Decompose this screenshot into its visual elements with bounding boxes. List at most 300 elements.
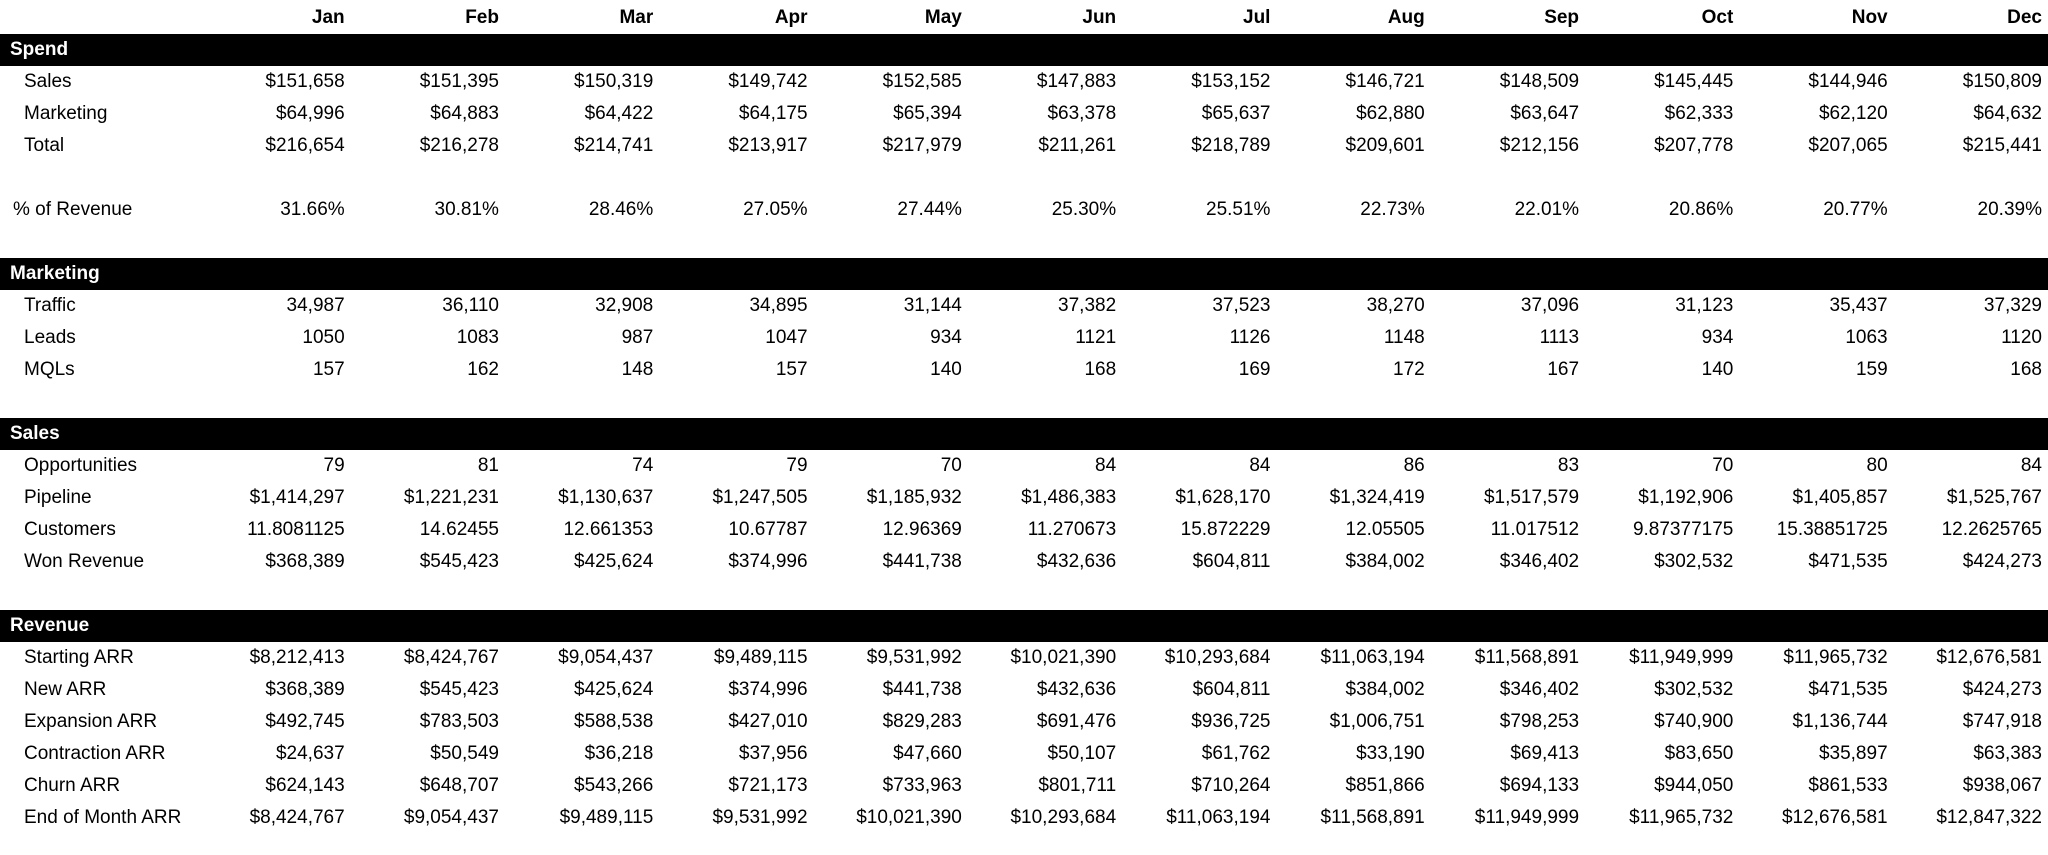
empty-cell[interactable] bbox=[968, 386, 1122, 418]
value-cell[interactable]: 20.77% bbox=[1823, 199, 1888, 220]
section-title[interactable]: Marketing bbox=[0, 258, 2048, 290]
value-cell[interactable]: $10,021,390 bbox=[856, 807, 962, 828]
value-cell[interactable]: $9,489,115 bbox=[713, 647, 808, 668]
row-label-cell[interactable]: Traffic bbox=[24, 295, 76, 316]
data-row-traffic bbox=[0, 290, 2048, 322]
value-cell[interactable]: 169 bbox=[1238, 359, 1271, 380]
empty-cell[interactable] bbox=[1276, 578, 1430, 610]
value-cell[interactable]: $63,378 bbox=[1047, 103, 1117, 124]
empty-cell[interactable] bbox=[0, 162, 196, 194]
empty-cell[interactable] bbox=[1894, 578, 2048, 610]
empty-cell[interactable] bbox=[814, 386, 968, 418]
value-cell[interactable]: $64,883 bbox=[430, 103, 499, 124]
empty-cell[interactable] bbox=[1431, 578, 1585, 610]
value-cell[interactable]: 168 bbox=[2010, 359, 2042, 380]
row-label-cell[interactable]: Expansion ARR bbox=[24, 711, 158, 732]
value-cell[interactable]: $24,637 bbox=[275, 743, 345, 764]
value-cell[interactable]: $368,389 bbox=[265, 551, 345, 572]
month-header[interactable]: Oct bbox=[1701, 7, 1734, 28]
row-label-cell[interactable]: Customers bbox=[24, 519, 116, 540]
empty-cell[interactable] bbox=[1431, 162, 1585, 194]
value-cell[interactable]: 20.86% bbox=[1668, 199, 1734, 220]
value-cell[interactable]: 31,123 bbox=[1675, 295, 1734, 316]
value-cell[interactable]: $63,383 bbox=[1973, 743, 2042, 764]
empty-cell[interactable] bbox=[1431, 226, 1585, 258]
value-cell[interactable]: $384,002 bbox=[1345, 551, 1425, 572]
month-header-row bbox=[0, 0, 2048, 34]
value-cell[interactable]: $441,738 bbox=[882, 679, 962, 700]
row-label-cell[interactable]: Opportunities bbox=[24, 455, 138, 476]
value-cell[interactable]: $545,423 bbox=[419, 551, 499, 572]
row-label-cell[interactable]: New ARR bbox=[24, 679, 107, 700]
row-label-cell[interactable]: Churn ARR bbox=[24, 775, 121, 796]
value-cell[interactable]: 11.270673 bbox=[1027, 519, 1117, 540]
value-cell[interactable]: $1,192,906 bbox=[1638, 487, 1734, 508]
value-cell[interactable]: 934 bbox=[1701, 327, 1734, 348]
empty-cell[interactable] bbox=[351, 226, 505, 258]
value-cell[interactable]: $1,486,383 bbox=[1021, 487, 1117, 508]
value-cell[interactable]: 27.05% bbox=[743, 199, 808, 220]
value-cell[interactable]: $64,422 bbox=[584, 103, 654, 124]
value-cell[interactable]: 37,382 bbox=[1058, 295, 1117, 316]
value-cell[interactable]: 1083 bbox=[456, 327, 499, 348]
value-cell[interactable]: $441,738 bbox=[882, 551, 962, 572]
value-cell[interactable]: $545,423 bbox=[419, 679, 499, 700]
value-cell[interactable]: 11.017512 bbox=[1490, 519, 1580, 540]
empty-cell[interactable] bbox=[505, 386, 659, 418]
month-header[interactable]: Dec bbox=[2007, 7, 2042, 28]
value-cell[interactable]: $213,917 bbox=[728, 135, 808, 156]
value-cell[interactable]: $151,658 bbox=[265, 71, 345, 92]
empty-cell[interactable] bbox=[351, 386, 505, 418]
data-row-opportunities bbox=[0, 450, 2048, 482]
value-cell[interactable]: 934 bbox=[930, 327, 962, 348]
value-cell[interactable]: 79 bbox=[323, 455, 345, 476]
value-cell[interactable]: 83 bbox=[1557, 455, 1580, 476]
value-cell[interactable]: 30.81% bbox=[434, 199, 499, 220]
empty-cell[interactable] bbox=[1276, 226, 1430, 258]
value-cell[interactable]: $1,405,857 bbox=[1792, 487, 1888, 508]
value-cell[interactable]: $944,050 bbox=[1654, 775, 1734, 796]
empty-cell[interactable] bbox=[1894, 162, 2048, 194]
value-cell[interactable]: $11,949,999 bbox=[1629, 647, 1734, 668]
empty-cell[interactable] bbox=[1585, 578, 1739, 610]
value-cell[interactable]: $384,002 bbox=[1345, 679, 1425, 700]
value-cell[interactable]: 22.01% bbox=[1514, 199, 1580, 220]
value-cell[interactable]: $9,531,992 bbox=[712, 807, 808, 828]
value-cell[interactable]: 25.30% bbox=[1051, 199, 1117, 220]
value-cell[interactable]: 1113 bbox=[1539, 327, 1580, 348]
value-cell[interactable]: $938,067 bbox=[1962, 775, 2042, 796]
empty-row bbox=[0, 226, 2048, 258]
value-cell[interactable]: $63,647 bbox=[1510, 103, 1580, 124]
value-cell[interactable]: $604,811 bbox=[1192, 679, 1271, 700]
value-cell[interactable]: $346,402 bbox=[1499, 679, 1580, 700]
value-cell[interactable]: 1148 bbox=[1383, 327, 1425, 348]
value-cell[interactable]: $1,221,231 bbox=[403, 487, 499, 508]
value-cell[interactable]: $801,711 bbox=[1038, 775, 1117, 796]
value-cell[interactable]: $691,476 bbox=[1036, 711, 1117, 732]
value-cell[interactable]: $9,054,437 bbox=[558, 647, 654, 668]
month-header[interactable]: Nov bbox=[1851, 7, 1888, 28]
data-row-marketing bbox=[0, 98, 2048, 130]
value-cell[interactable]: $150,809 bbox=[1962, 71, 2042, 92]
month-header[interactable]: May bbox=[924, 7, 962, 28]
value-cell[interactable]: $12,676,581 bbox=[1781, 807, 1888, 828]
value-cell[interactable]: $374,996 bbox=[728, 679, 808, 700]
value-cell[interactable]: $69,413 bbox=[1510, 743, 1580, 764]
value-cell[interactable]: 84 bbox=[2020, 455, 2042, 476]
value-cell[interactable]: $65,394 bbox=[893, 103, 962, 124]
section-title[interactable]: Spend bbox=[0, 34, 2048, 66]
value-cell[interactable]: $936,725 bbox=[1191, 711, 1271, 732]
value-cell[interactable]: $10,293,684 bbox=[1010, 807, 1117, 828]
value-cell[interactable]: $61,762 bbox=[1201, 743, 1271, 764]
value-cell[interactable]: 37,329 bbox=[1983, 295, 2042, 316]
value-cell[interactable]: 15.872229 bbox=[1180, 519, 1271, 540]
empty-cell[interactable] bbox=[1431, 386, 1585, 418]
value-cell[interactable]: $8,424,767 bbox=[403, 647, 499, 668]
empty-cell[interactable] bbox=[1894, 226, 2048, 258]
value-cell[interactable]: $11,063,194 bbox=[1166, 807, 1271, 828]
value-cell[interactable]: 10.67787 bbox=[728, 519, 808, 540]
empty-cell[interactable] bbox=[505, 162, 659, 194]
value-cell[interactable]: 80 bbox=[1866, 455, 1888, 476]
value-cell[interactable]: 987 bbox=[621, 327, 654, 348]
value-cell[interactable]: $11,965,732 bbox=[1783, 647, 1888, 668]
value-cell[interactable]: $36,218 bbox=[584, 743, 654, 764]
value-cell[interactable]: 20.39% bbox=[1977, 199, 2042, 220]
row-label-cell[interactable]: Total bbox=[24, 135, 65, 156]
empty-cell[interactable] bbox=[1276, 386, 1430, 418]
value-cell[interactable]: $152,585 bbox=[882, 71, 962, 92]
month-header[interactable]: Jul bbox=[1243, 7, 1271, 28]
value-cell[interactable]: $740,900 bbox=[1654, 711, 1734, 732]
value-cell[interactable]: $62,880 bbox=[1356, 103, 1425, 124]
value-cell[interactable]: 22.73% bbox=[1360, 199, 1425, 220]
row-label-cell[interactable]: Starting ARR bbox=[24, 647, 134, 668]
value-cell[interactable]: $12,847,322 bbox=[1936, 807, 2042, 828]
value-cell[interactable]: $8,212,413 bbox=[249, 647, 345, 668]
value-cell[interactable]: 27.44% bbox=[897, 199, 962, 220]
empty-cell[interactable] bbox=[1276, 162, 1430, 194]
value-cell[interactable]: 34,895 bbox=[749, 295, 808, 316]
value-cell[interactable]: $424,273 bbox=[1962, 551, 2042, 572]
value-cell[interactable]: 35,437 bbox=[1829, 295, 1888, 316]
value-cell[interactable]: $83,650 bbox=[1664, 743, 1734, 764]
value-cell[interactable]: $427,010 bbox=[728, 711, 808, 732]
value-cell[interactable]: $588,538 bbox=[574, 711, 654, 732]
empty-cell[interactable] bbox=[505, 226, 659, 258]
row-label-cell[interactable]: Leads bbox=[24, 327, 76, 348]
value-cell[interactable]: $1,517,579 bbox=[1483, 487, 1580, 508]
value-cell[interactable]: $471,535 bbox=[1808, 551, 1888, 572]
value-cell[interactable]: $153,152 bbox=[1191, 71, 1271, 92]
value-cell[interactable]: 11.8081125 bbox=[247, 519, 345, 540]
value-cell[interactable]: $1,525,767 bbox=[1946, 487, 2042, 508]
empty-cell[interactable] bbox=[659, 226, 813, 258]
value-cell[interactable]: $9,489,115 bbox=[559, 807, 654, 828]
value-cell[interactable]: 1047 bbox=[765, 327, 808, 348]
data-row-mqls bbox=[0, 354, 2048, 386]
value-cell[interactable]: $207,065 bbox=[1808, 135, 1888, 156]
value-cell[interactable]: 1050 bbox=[302, 327, 345, 348]
value-cell[interactable]: 1063 bbox=[1845, 327, 1888, 348]
value-cell[interactable]: $721,173 bbox=[728, 775, 808, 796]
value-cell[interactable]: $148,509 bbox=[1499, 71, 1580, 92]
value-cell[interactable]: $146,721 bbox=[1345, 71, 1425, 92]
month-header[interactable]: Apr bbox=[774, 7, 808, 28]
empty-cell[interactable] bbox=[1122, 162, 1276, 194]
empty-cell[interactable] bbox=[814, 162, 968, 194]
value-cell[interactable]: 159 bbox=[1855, 359, 1888, 380]
value-cell[interactable]: $151,395 bbox=[419, 71, 499, 92]
value-cell[interactable]: 12.661353 bbox=[563, 519, 654, 540]
empty-cell[interactable] bbox=[1739, 226, 1893, 258]
value-cell[interactable]: 81 bbox=[477, 455, 499, 476]
value-cell[interactable]: 34,987 bbox=[286, 295, 345, 316]
value-cell[interactable]: 140 bbox=[930, 359, 962, 380]
value-cell[interactable]: $149,742 bbox=[728, 71, 808, 92]
value-cell[interactable]: 162 bbox=[467, 359, 499, 380]
empty-cell[interactable] bbox=[1739, 386, 1893, 418]
value-cell[interactable]: $10,021,390 bbox=[1010, 647, 1117, 668]
value-cell[interactable]: $209,601 bbox=[1345, 135, 1425, 156]
value-cell[interactable]: $346,402 bbox=[1499, 551, 1580, 572]
month-header[interactable]: Aug bbox=[1387, 7, 1425, 28]
value-cell[interactable]: $214,741 bbox=[574, 135, 654, 156]
value-cell[interactable]: $50,107 bbox=[1047, 743, 1117, 764]
value-cell[interactable]: $64,632 bbox=[1973, 103, 2042, 124]
value-cell[interactable]: 1126 bbox=[1229, 327, 1271, 348]
value-cell[interactable]: 38,270 bbox=[1366, 295, 1425, 316]
value-cell[interactable]: $492,745 bbox=[265, 711, 345, 732]
value-cell[interactable]: 9.87377175 bbox=[1632, 519, 1734, 540]
month-header[interactable]: Jan bbox=[311, 7, 345, 28]
value-cell[interactable]: $35,897 bbox=[1818, 743, 1888, 764]
value-cell[interactable]: $8,424,767 bbox=[249, 807, 345, 828]
value-cell[interactable]: 12.2625765 bbox=[1941, 519, 2042, 540]
value-cell[interactable]: 15.38851725 bbox=[1776, 519, 1888, 540]
value-cell[interactable]: $694,133 bbox=[1499, 775, 1580, 796]
value-cell[interactable]: 31.66% bbox=[280, 199, 345, 220]
value-cell[interactable]: $747,918 bbox=[1962, 711, 2042, 732]
row-label-cell[interactable]: MQLs bbox=[24, 359, 75, 380]
value-cell[interactable]: $648,707 bbox=[419, 775, 499, 796]
value-cell[interactable]: 70 bbox=[940, 455, 962, 476]
value-cell[interactable]: $9,531,992 bbox=[866, 647, 962, 668]
value-cell[interactable]: $624,143 bbox=[265, 775, 345, 796]
row-label-cell[interactable]: Won Revenue bbox=[24, 551, 145, 572]
value-cell[interactable]: 12.05505 bbox=[1345, 519, 1425, 540]
value-cell[interactable]: $11,965,732 bbox=[1629, 807, 1734, 828]
value-cell[interactable]: $471,535 bbox=[1808, 679, 1888, 700]
value-cell[interactable]: $145,445 bbox=[1654, 71, 1734, 92]
month-header[interactable]: Jun bbox=[1082, 7, 1117, 28]
value-cell[interactable]: $368,389 bbox=[265, 679, 345, 700]
value-cell[interactable]: 1121 bbox=[1075, 327, 1117, 348]
value-cell[interactable]: $212,156 bbox=[1499, 135, 1580, 156]
empty-cell[interactable] bbox=[968, 578, 1122, 610]
empty-cell[interactable] bbox=[659, 162, 813, 194]
empty-cell[interactable] bbox=[1122, 386, 1276, 418]
value-cell[interactable]: $302,532 bbox=[1654, 551, 1734, 572]
value-cell[interactable]: $215,441 bbox=[1962, 135, 2042, 156]
value-cell[interactable]: $798,253 bbox=[1499, 711, 1580, 732]
empty-cell[interactable] bbox=[351, 162, 505, 194]
row-label-cell[interactable]: Sales bbox=[24, 71, 72, 92]
empty-cell[interactable] bbox=[0, 386, 196, 418]
value-cell[interactable]: $1,006,751 bbox=[1329, 711, 1425, 732]
value-cell[interactable]: 37,096 bbox=[1520, 295, 1580, 316]
value-cell[interactable]: $710,264 bbox=[1191, 775, 1271, 796]
empty-cell[interactable] bbox=[659, 578, 813, 610]
empty-cell[interactable] bbox=[196, 162, 350, 194]
value-cell[interactable]: 172 bbox=[1393, 359, 1425, 380]
value-cell[interactable]: $216,278 bbox=[419, 135, 499, 156]
value-cell[interactable]: $432,636 bbox=[1036, 551, 1117, 572]
row-label-cell[interactable]: Marketing bbox=[24, 103, 108, 124]
empty-cell[interactable] bbox=[814, 578, 968, 610]
value-cell[interactable]: $1,414,297 bbox=[249, 487, 345, 508]
value-cell[interactable]: 168 bbox=[1084, 359, 1117, 380]
value-cell[interactable]: $218,789 bbox=[1191, 135, 1271, 156]
value-cell[interactable]: 86 bbox=[1403, 455, 1425, 476]
value-cell[interactable]: 84 bbox=[1095, 455, 1117, 476]
empty-cell[interactable] bbox=[1122, 226, 1276, 258]
value-cell[interactable]: 14.62455 bbox=[419, 519, 499, 540]
value-cell[interactable]: $10,293,684 bbox=[1164, 647, 1271, 668]
value-cell[interactable]: $37,956 bbox=[738, 743, 808, 764]
value-cell[interactable]: 1120 bbox=[2001, 327, 2042, 348]
value-cell[interactable]: $9,054,437 bbox=[403, 807, 499, 828]
empty-cell[interactable] bbox=[1122, 578, 1276, 610]
empty-cell[interactable] bbox=[1894, 386, 2048, 418]
empty-cell[interactable] bbox=[1585, 226, 1739, 258]
empty-cell[interactable] bbox=[814, 226, 968, 258]
value-cell[interactable]: 79 bbox=[786, 455, 808, 476]
empty-cell[interactable] bbox=[1739, 578, 1893, 610]
value-cell[interactable]: $1,130,637 bbox=[558, 487, 654, 508]
value-cell[interactable]: $11,063,194 bbox=[1320, 647, 1425, 668]
value-cell[interactable]: $1,185,932 bbox=[866, 487, 962, 508]
value-cell[interactable]: 74 bbox=[632, 455, 654, 476]
value-cell[interactable]: $424,273 bbox=[1962, 679, 2042, 700]
empty-cell[interactable] bbox=[968, 162, 1122, 194]
value-cell[interactable]: 157 bbox=[775, 359, 808, 380]
value-cell[interactable]: $302,532 bbox=[1654, 679, 1734, 700]
value-cell[interactable]: $211,261 bbox=[1038, 135, 1117, 156]
value-cell[interactable]: $12,676,581 bbox=[1936, 647, 2042, 668]
value-cell[interactable]: $1,247,505 bbox=[712, 487, 808, 508]
value-cell[interactable]: 28.46% bbox=[588, 199, 654, 220]
value-cell[interactable]: $425,624 bbox=[574, 679, 654, 700]
value-cell[interactable]: $861,533 bbox=[1808, 775, 1888, 796]
value-cell[interactable]: 70 bbox=[1712, 455, 1734, 476]
value-cell[interactable]: $1,136,744 bbox=[1792, 711, 1888, 732]
value-cell[interactable]: 37,523 bbox=[1212, 295, 1271, 316]
value-cell[interactable]: $733,963 bbox=[882, 775, 962, 796]
value-cell[interactable]: $604,811 bbox=[1192, 551, 1271, 572]
value-cell[interactable]: $64,175 bbox=[738, 103, 808, 124]
value-cell[interactable]: $425,624 bbox=[574, 551, 654, 572]
empty-row bbox=[0, 578, 2048, 610]
value-cell[interactable]: 167 bbox=[1547, 359, 1580, 380]
empty-cell[interactable] bbox=[351, 578, 505, 610]
value-cell[interactable]: $1,324,419 bbox=[1329, 487, 1425, 508]
section-title[interactable]: Sales bbox=[0, 418, 2048, 450]
empty-cell[interactable] bbox=[968, 226, 1122, 258]
section-header-sales bbox=[0, 418, 2048, 450]
value-cell[interactable]: $33,190 bbox=[1356, 743, 1425, 764]
value-cell[interactable]: $783,503 bbox=[419, 711, 499, 732]
empty-row bbox=[0, 162, 2048, 194]
empty-cell[interactable] bbox=[1585, 386, 1739, 418]
month-header[interactable]: Feb bbox=[465, 7, 499, 28]
value-cell[interactable]: 25.51% bbox=[1206, 199, 1271, 220]
empty-cell[interactable] bbox=[505, 578, 659, 610]
value-cell[interactable]: 84 bbox=[1249, 455, 1271, 476]
value-cell[interactable]: $1,628,170 bbox=[1175, 487, 1271, 508]
value-cell[interactable]: $62,333 bbox=[1664, 103, 1734, 124]
value-cell[interactable]: $851,866 bbox=[1345, 775, 1425, 796]
empty-cell[interactable] bbox=[196, 386, 350, 418]
value-cell[interactable]: $150,319 bbox=[574, 71, 654, 92]
value-cell[interactable]: $11,568,891 bbox=[1320, 807, 1425, 828]
value-cell[interactable]: $64,996 bbox=[275, 103, 345, 124]
section-header-marketing bbox=[0, 258, 2048, 290]
row-label-cell[interactable]: Contraction ARR bbox=[24, 743, 166, 764]
month-header[interactable]: Mar bbox=[619, 7, 654, 28]
empty-cell[interactable] bbox=[196, 578, 350, 610]
value-cell[interactable]: 140 bbox=[1701, 359, 1734, 380]
section-title[interactable]: Revenue bbox=[0, 610, 2048, 642]
empty-cell[interactable] bbox=[1739, 162, 1893, 194]
empty-cell[interactable] bbox=[1585, 162, 1739, 194]
value-cell[interactable]: $374,996 bbox=[728, 551, 808, 572]
value-cell[interactable]: 157 bbox=[312, 359, 345, 380]
value-cell[interactable]: $11,568,891 bbox=[1474, 647, 1580, 668]
value-cell[interactable]: 36,110 bbox=[442, 295, 499, 316]
value-cell[interactable]: $147,883 bbox=[1036, 71, 1117, 92]
section-header-spend bbox=[0, 34, 2048, 66]
value-cell[interactable]: $432,636 bbox=[1036, 679, 1117, 700]
empty-cell[interactable] bbox=[659, 386, 813, 418]
value-cell[interactable]: $829,283 bbox=[882, 711, 962, 732]
row-label-cell[interactable]: End of Month ARR bbox=[24, 807, 182, 828]
value-cell[interactable]: $65,637 bbox=[1201, 103, 1271, 124]
value-cell[interactable]: 31,144 bbox=[903, 295, 962, 316]
value-cell[interactable]: 148 bbox=[621, 359, 654, 380]
row-label-cell[interactable]: Pipeline bbox=[24, 487, 92, 508]
empty-cell[interactable] bbox=[196, 226, 350, 258]
value-cell[interactable]: $144,946 bbox=[1808, 71, 1888, 92]
value-cell[interactable]: $62,120 bbox=[1818, 103, 1888, 124]
value-cell[interactable]: 12.96369 bbox=[882, 519, 962, 540]
row-label-cell[interactable]: % of Revenue bbox=[13, 199, 133, 220]
month-header[interactable]: Sep bbox=[1544, 7, 1580, 28]
value-cell[interactable]: $47,660 bbox=[893, 743, 962, 764]
empty-cell[interactable] bbox=[0, 578, 196, 610]
value-cell[interactable]: $216,654 bbox=[265, 135, 345, 156]
value-cell[interactable]: 32,908 bbox=[595, 295, 654, 316]
value-cell[interactable]: $207,778 bbox=[1654, 135, 1734, 156]
value-cell[interactable]: $50,549 bbox=[430, 743, 499, 764]
empty-cell[interactable] bbox=[0, 226, 196, 258]
value-cell[interactable]: $217,979 bbox=[882, 135, 962, 156]
value-cell[interactable]: $11,949,999 bbox=[1474, 807, 1580, 828]
value-cell[interactable]: $543,266 bbox=[574, 775, 654, 796]
